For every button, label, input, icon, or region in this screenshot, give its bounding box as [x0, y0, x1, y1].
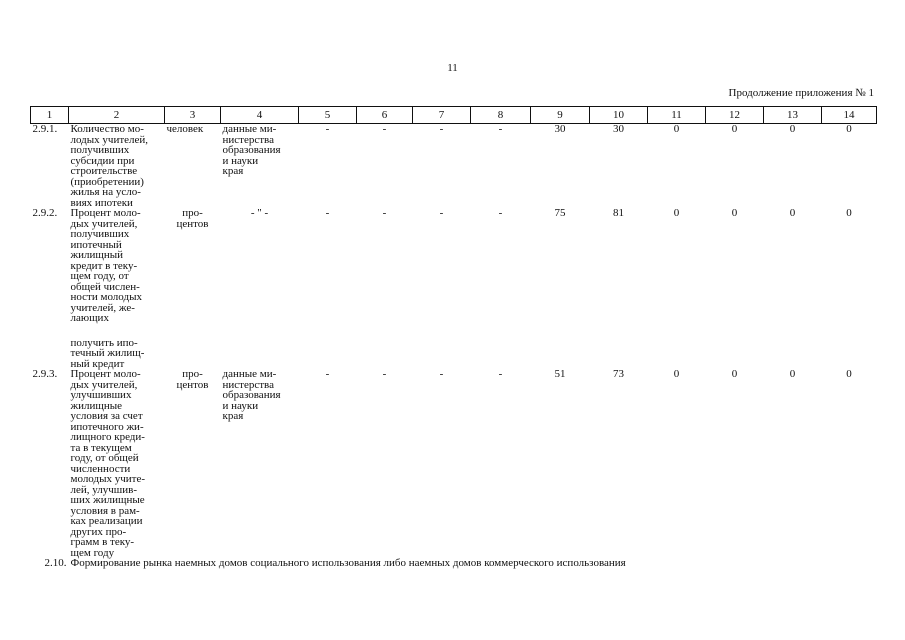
header-cell: 10 [590, 107, 648, 124]
value-cell: - [382, 207, 387, 219]
value-cell: 0 [673, 123, 680, 135]
value-cell: 30 [613, 123, 624, 135]
value-cell: - [439, 123, 444, 135]
page-number: 11 [447, 62, 458, 74]
value-cell: - [498, 123, 503, 135]
value-cell: - [498, 207, 503, 219]
header-cell: 8 [471, 107, 531, 124]
value-cell: 0 [731, 368, 738, 380]
value-cell: - [382, 368, 387, 380]
table-row-continuation [31, 324, 877, 370]
row-name: Процент моло- дых учителей, получивших ипотечный жилищный кредит в теку- щем году, от общей числен- ности молодых учителей, же- лающих [70, 207, 142, 324]
value-cell: 0 [673, 207, 680, 219]
row-name-continuation: получить ипо- течный жилищ- ный кредит [70, 336, 145, 370]
value-cell: 30 [554, 123, 566, 135]
value-cell: 0 [789, 368, 796, 380]
value-cell: 51 [554, 368, 566, 380]
row-code: 2.9.2. [32, 207, 58, 219]
header-cell: 12 [706, 107, 764, 124]
header-cell: 4 [221, 107, 299, 124]
header-cell: 3 [165, 107, 221, 124]
section-row [31, 558, 877, 569]
value-cell: 75 [554, 207, 566, 219]
value-cell: 0 [846, 207, 852, 219]
value-cell: - [325, 123, 330, 135]
row-code: 2.9.3. [32, 368, 58, 380]
row-source: данные ми- нистерства образования и науки края [222, 123, 281, 177]
value-cell: 0 [731, 207, 738, 219]
value-cell: - [439, 368, 444, 380]
value-cell: 0 [731, 123, 738, 135]
header-cell: 2 [69, 107, 165, 124]
value-cell: 0 [846, 123, 852, 135]
table-row [31, 208, 877, 324]
section-code: 2.10. [44, 557, 67, 569]
continuation-note: Продолжение приложения № 1 [728, 87, 874, 99]
value-cell: 0 [846, 368, 852, 380]
section-title: Формирование рынка наемных домов социального использования либо наемных домов коммерческого использования [70, 557, 626, 569]
value-cell: 0 [673, 368, 680, 380]
header-cell: 5 [299, 107, 357, 124]
row-name: Количество мо- лодых учителей, получивших субсидии при строительстве (приобретении) жилья на усло- виях ипотеки [70, 123, 149, 209]
value-cell: 0 [789, 207, 796, 219]
value-cell: - [382, 123, 387, 135]
value-cell: - [325, 207, 330, 219]
row-unit: про- центов [176, 207, 209, 230]
row-name: Процент моло- дых учителей, улучшивших жилищные условия за счет ипотечного жи- лищного креди- та в текущем году, от общей численности молодых учите- лей, улучшив- ших жилищные условия в рам- ках реализации других про- грамм в теку- щем году [70, 368, 145, 559]
header-cell: 1 [31, 107, 69, 124]
value-cell: 81 [613, 207, 624, 219]
header-cell: 14 [822, 107, 877, 124]
data-table [30, 106, 877, 569]
table-row [31, 369, 877, 558]
header-cell: 11 [648, 107, 706, 124]
row-source: данные ми- нистерства образования и науки края [222, 368, 281, 422]
value-cell: - [325, 368, 330, 380]
row-code: 2.9.1. [32, 123, 58, 135]
header-cell: 9 [531, 107, 590, 124]
row-source: - " - [250, 207, 269, 219]
header-cell: 13 [764, 107, 822, 124]
table-row [31, 124, 877, 209]
header-cell: 7 [413, 107, 471, 124]
header-row [31, 107, 877, 124]
value-cell: 0 [789, 123, 796, 135]
row-unit: человек [166, 123, 204, 135]
value-cell: 73 [613, 368, 624, 380]
value-cell: - [439, 207, 444, 219]
value-cell: - [498, 368, 503, 380]
row-unit: про- центов [176, 368, 209, 391]
header-cell: 6 [357, 107, 413, 124]
